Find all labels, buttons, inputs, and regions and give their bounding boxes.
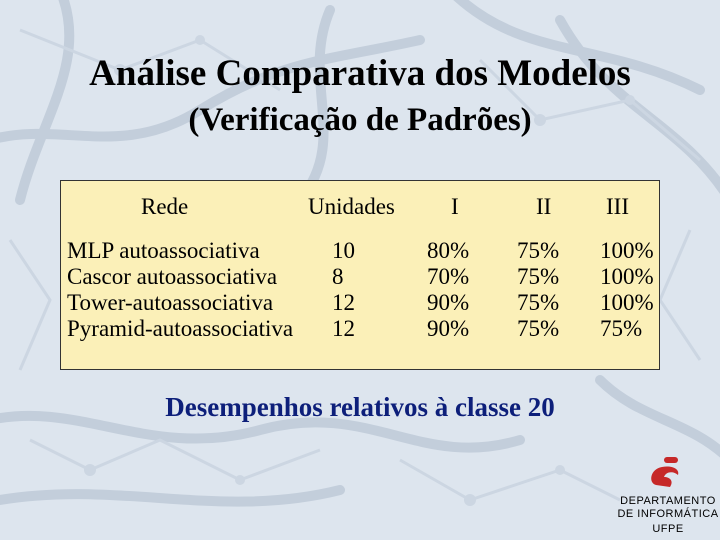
table-cell-ii: 75% — [517, 238, 560, 263]
table-cell-unidades: 12 — [332, 316, 355, 341]
slide-subtitle: (Verificação de Padrões) — [188, 102, 532, 138]
logo-line-2: DE INFORMÁTICA — [617, 508, 719, 520]
header-unidades: Unidades — [308, 194, 395, 219]
table-cell-ii: 75% — [517, 264, 560, 289]
table-cell-i: 70% — [427, 264, 470, 289]
logo-line-3: UFPE — [652, 523, 684, 535]
logo-mark-icon — [616, 455, 720, 495]
table-cell-rede: MLP autoassociativa — [67, 238, 260, 263]
table-cell-iii: 100% — [600, 290, 654, 315]
table-cell-rede: Cascor autoassociativa — [67, 264, 278, 289]
comparison-table — [60, 180, 660, 370]
table-cell-iii: 100% — [600, 238, 654, 263]
table-cell-unidades: 10 — [332, 238, 355, 263]
table-cell-i: 90% — [427, 290, 470, 315]
slide-title: Análise Comparativa dos Modelos — [89, 53, 631, 94]
header-rede: Rede — [141, 194, 189, 219]
header-ii: II — [536, 194, 552, 219]
table-cell-i: 80% — [427, 238, 470, 263]
table-cell-ii: 75% — [517, 316, 560, 341]
table-caption: Desempenhos relativos à classe 20 — [165, 392, 555, 422]
table-cell-ii: 75% — [517, 290, 560, 315]
table-cell-unidades: 12 — [332, 290, 355, 315]
table-cell-iii: 75% — [600, 316, 643, 341]
table-cell-rede: Pyramid-autoassociativa — [67, 316, 294, 341]
header-i: I — [451, 194, 459, 219]
department-logo — [616, 455, 720, 540]
table-cell-rede: Tower-autoassociativa — [67, 290, 274, 315]
logo-line-1: DEPARTAMENTO — [620, 495, 716, 507]
header-iii: III — [606, 194, 629, 219]
table-cell-i: 90% — [427, 316, 470, 341]
table-cell-iii: 100% — [600, 264, 654, 289]
table-cell-unidades: 8 — [332, 264, 344, 289]
